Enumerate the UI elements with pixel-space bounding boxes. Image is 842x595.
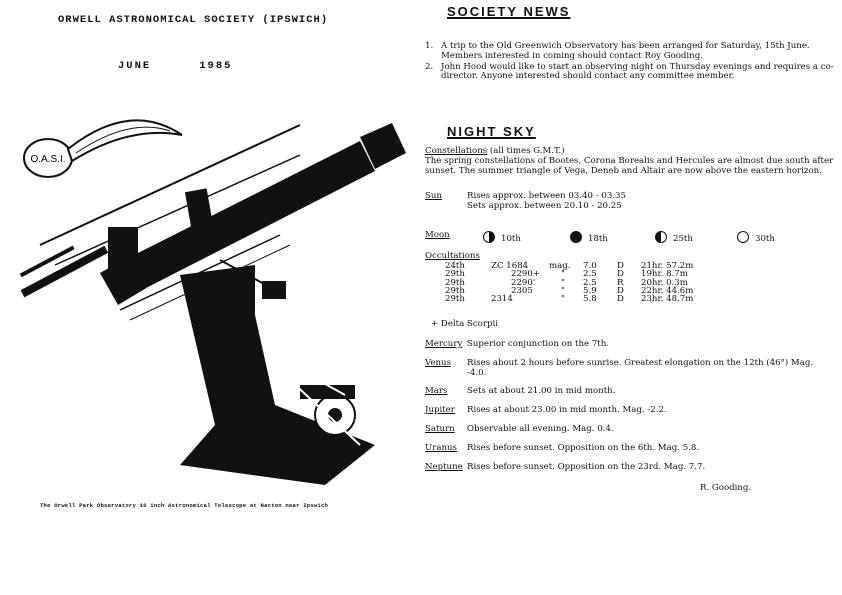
- oasi-logo: [24, 120, 182, 177]
- planet-name: Venus: [425, 357, 451, 368]
- moon-phase: [570, 231, 608, 245]
- planet-text: Rises at about 23.00 in mid month. Mag. -2.2.: [467, 405, 667, 416]
- illustration-caption: The Orwell Park Observatory 10 inch Astronomical Telescope at Nacton near Ipswich: [40, 502, 329, 509]
- issue-month: JUNE: [118, 60, 152, 72]
- occ-date: 29th: [445, 269, 465, 280]
- occ-mag-label: ": [561, 277, 565, 288]
- occ-star: 2290': [511, 277, 536, 288]
- planet-item-mercury: [425, 340, 835, 350]
- constellations-label: Constellations: [425, 146, 488, 156]
- occ-event: D: [617, 294, 624, 305]
- news-item: [425, 42, 835, 62]
- moon-label: Moon: [425, 230, 450, 240]
- planets-list: [425, 340, 835, 481]
- news-item-number: 1.: [425, 41, 434, 51]
- occ-mag: 2.5: [583, 277, 597, 288]
- planet-text: Rises before sunset. Opposition on the 6th. Mag. 5.8.: [467, 442, 700, 453]
- moon-phase-date: 18th: [588, 234, 608, 244]
- society-news-list: [425, 42, 835, 83]
- planet-name: Jupiter: [425, 405, 455, 416]
- occ-mag-label: ": [561, 269, 565, 280]
- society-title: ORWELL ASTRONOMICAL SOCIETY (IPSWICH): [58, 14, 329, 26]
- news-item-text: John Hood would like to start an observing night on Thursday evenings and requires a co-director. Anyone interested should contact any committee member.: [441, 61, 834, 82]
- planet-item-neptune: [425, 463, 835, 473]
- moon-phase: [655, 231, 693, 245]
- occ-date: 29th: [445, 277, 465, 288]
- signoff: R. Gooding.: [700, 483, 752, 493]
- occ-star: 2305: [511, 285, 533, 296]
- planet-text: Rises before sunset. Opposition on the 23rd. Mag. 7.7.: [467, 461, 706, 472]
- occ-mag: 7.0: [583, 261, 597, 271]
- planet-name: Mercury: [425, 339, 463, 349]
- constellations-note: (all times G.M.T.): [489, 146, 565, 156]
- planet-item-venus: [425, 359, 835, 379]
- occ-time: 23hr. 48.7m: [641, 294, 694, 305]
- planet-text: Rises about 2 hours before sunrise. Greatest elongation on the 12th (46°) Mag. -4.0.: [467, 357, 814, 378]
- full-moon-icon: [570, 231, 582, 243]
- occultations-label: Occultations: [425, 251, 480, 261]
- planet-item-jupiter: [425, 406, 835, 416]
- occ-mag: 5.8: [583, 294, 597, 305]
- planet-text: Superior conjunction on the 7th.: [467, 339, 610, 349]
- telescope-illustration: [0, 95, 420, 500]
- constellations-text: The spring constellations of Bootes, Corona Borealis and Hercules are almost due south after sunset. The summer triangle of Vega, Deneb and Altair are now above the eastern horizon.: [425, 155, 834, 176]
- logo-text: O.A.S.I.: [30, 154, 66, 165]
- constellations-section: [425, 147, 835, 176]
- planet-item-mars: [425, 387, 835, 397]
- issue-date: [118, 60, 232, 72]
- occ-mag: 2.5: [583, 269, 597, 280]
- sun-rises: Rises approx. between 03.40 - 03.35: [467, 191, 626, 201]
- occ-mag-label: ": [561, 285, 565, 296]
- occ-date: 24th: [445, 261, 465, 271]
- occ-mag-label: mag.: [549, 261, 571, 271]
- occ-date: 29th: [445, 285, 465, 296]
- planet-text: Observable all evening. Mag. 0.4.: [467, 423, 614, 434]
- occ-time: 21hr. 57.2m: [641, 261, 694, 271]
- occ-star: 2290+: [511, 269, 541, 280]
- planet-name: Neptune: [425, 461, 463, 472]
- occ-time: 22hr. 44.6m: [641, 285, 694, 296]
- occ-time: 19hr. 8.7m: [641, 269, 688, 280]
- issue-year: 1985: [199, 60, 233, 72]
- moon-phase: [483, 231, 521, 245]
- occ-event: R: [617, 277, 624, 288]
- moon-phase-date: 10th: [501, 234, 521, 244]
- news-item: [425, 63, 835, 83]
- first-quarter-moon-icon: [483, 231, 495, 243]
- new-moon-icon: [737, 231, 749, 243]
- news-item-text: A trip to the Old Greenwich Observatory has been arranged for Saturday, 15th June. Members interested in coming should contact Roy Gooding.: [441, 41, 810, 61]
- moon-phase: [737, 231, 775, 245]
- planet-name: Mars: [425, 386, 448, 397]
- planet-name: Saturn: [425, 423, 455, 434]
- moon-phase-date: 25th: [673, 234, 693, 244]
- night-sky-heading: NIGHT SKY: [447, 124, 536, 139]
- occ-event: D: [617, 269, 624, 280]
- occ-mag: 5.9: [583, 285, 597, 296]
- planet-text: Sets at about 21.00 in mid month.: [467, 386, 616, 397]
- planet-item-saturn: [425, 425, 835, 435]
- occ-event: D: [617, 261, 624, 271]
- occ-event: D: [617, 285, 624, 296]
- occ-mag-label: ": [561, 294, 565, 305]
- society-news-heading: SOCIETY NEWS: [447, 4, 571, 19]
- occultations-note: + Delta Scorpii: [431, 319, 498, 329]
- moon-phase-date: 30th: [755, 234, 775, 244]
- sun-section: [425, 192, 626, 212]
- planet-name: Uranus: [425, 442, 457, 453]
- occ-star: 2314: [491, 294, 513, 305]
- sun-label: Sun: [425, 191, 442, 201]
- occ-date: 29th: [445, 294, 465, 305]
- last-quarter-moon-icon: [655, 231, 667, 243]
- sun-sets: Sets approx. between 20.10 - 20.25: [467, 200, 622, 211]
- planet-item-uranus: [425, 444, 835, 454]
- news-item-number: 2.: [425, 61, 434, 72]
- occ-time: 20hr. 0.3m: [641, 277, 688, 288]
- occ-star: ZC 1684: [491, 261, 529, 271]
